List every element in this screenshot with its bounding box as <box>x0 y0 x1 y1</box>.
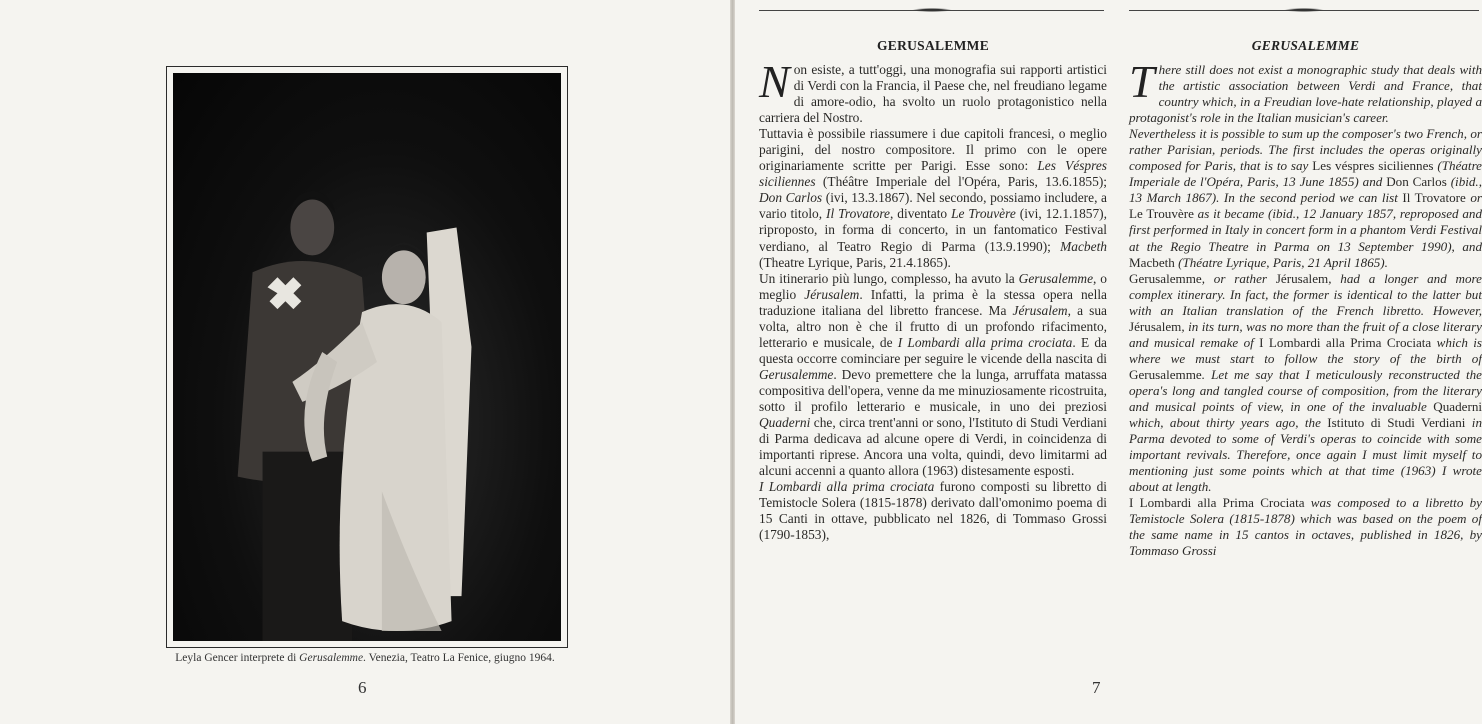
photo-caption: Leyla Gencer interprete di Gerusalemme. Venezia, Teatro La Fenice, giugno 1964. <box>175 652 555 664</box>
photo-frame <box>166 66 568 648</box>
italian-paragraph-3: Un itinerario più lungo, complesso, ha avuto la Gerusalemme, o meglio Jérusalem. Infatti, la prima è la stessa opera nella traduzione italiana del libretto francese. Ma Jérusalem, a sua volta, altro non è che il frutto di un profondo rifacimento, letterario e musicale, de I Lombardi alla prima crociata. E da questa occorre cominciare per seguire le vicende della nascita di Gerusalemme. Devo premettere che la lunga, arruffata matassa compositiva dell'opera, venne da me minuziosamente ricostruita, sotto il profilo letterario e musicale, in uno dei preziosi Quaderni che, circa trent'anni or sono, l'Istituto di Studi Verdiani di Parma dedicava ad alcune opere di Verdi, in coincidenza di importanti riprese. Ancora una volta, quindi, devo limitarmi ad alcuni accenni a quanto allora (1963) distesamente esposti. <box>759 270 1108 479</box>
header-rule-english <box>1129 10 1479 11</box>
english-paragraph-2: Nevertheless it is possible to sum up the composer's two French, or rather Parisian, periods. The first includes the operas originally composed for Paris, that is to say Les véspres siciliennes (Théatre Imperiale de l'Opéra, Paris, 13 June 1855) and Don Carlos (ibid., 13 March 1867). In the second period we can list Il Trovatore or Le Trouvère as it became (ibid., 12 January 1857, reproposed and first performed in Italy in concert form in a phantom Verdi Festival at the Regio Theatre in Parma on 13 September 1990), and Macbeth (Théatre Lyrique, Paris, 21 April 1865). <box>1129 126 1482 270</box>
english-paragraph-4: I Lombardi alla Prima Crociata was composed to a libretto by Temistocle Solera (1815-1878) which was based on the poem of the same name in 15 cantos in octaves, published in 1826, by Tommaso Grossi <box>1129 495 1482 559</box>
english-dropcap: T <box>1129 56 1155 107</box>
italian-paragraph-4: I Lombardi alla prima crociata furono composti su libretto di Temistocle Solera (1815-1878) derivato dall'omonimo poema di 15 Canti in ottave, pubblicato nel 1826, di Tommaso Grossi (1790-1853), <box>759 479 1107 543</box>
stage-photo-illustration <box>173 73 561 641</box>
italian-paragraph-2: Tuttavia è possibile riassumere i due capitoli francesi, o meglio parigini, del nostro compositore. Il primo con le opere originariamente scritte per Parigi. Esse sono: Les Véspres siciliennes (Théâtre Imperiale del l'Opéra, Paris, 13.6.1855); Don Carlos (ivi, 13.3.1867). Nel secondo, possiamo includere, a vario titolo, Il Trovatore, diventato Le Trouvère (ivi, 12.1.1857), riproposto, in forma di concerto, in un fantomatico Festival verdiano, al Teatro Regio di Parma (13.9.1990); Macbeth (Theatre Lyrique, Paris, 21.4.1865). <box>759 126 1107 270</box>
italian-heading: GERUSALEMME <box>876 38 990 53</box>
english-heading: GERUSALEMME <box>1251 38 1360 53</box>
english-paragraph-1: There still does not exist a monographic study that deals with the artistic association between Verdi and France, that country which, in a Freudian love-hate relationship, played a protagonist's role in the Italian musician's career. <box>1129 56 1482 126</box>
page-number-right: 7 <box>1092 678 1101 697</box>
stage-photo <box>173 73 561 641</box>
italian-paragraph-1: Non esiste, a tutt'oggi, una monografia sui rapporti artistici di Verdi con la Francia, il Paese che, nel freudiano legame di amore-odio, ha svolto un ruolo protagonistico nella carriera del Nostro. <box>759 56 1107 126</box>
english-column <box>1129 38 1482 559</box>
english-paragraph-3: Gerusalemme, or rather Jérusalem, had a longer and more complex itinerary. In fact, the former is identical to the latter but with an Italian translation of the French libretto. However, Jérusalem, in its turn, was no more than the fruit of a close literary and musical remake of I Lombardi alla Prima Crociata which is where we must start to follow the story of the birth of Gerusalemme. Let me say that I meticulously reconstructed the opera's long and tangled course of composition, from the literary and musical points of view, in one of the invaluable Quaderni which, about thirty years ago, the Istituto di Studi Verdiani in Parma devoted to some of Verdi's operas to coincide with some important revivals. Therefore, once again I must limit myself to mentioning just some points which at that time (1963) I wrote about at length. <box>1129 270 1482 495</box>
left-page <box>0 0 730 724</box>
page-number-left: 6 <box>358 678 367 697</box>
header-rule-italian <box>759 10 1104 11</box>
italian-dropcap: N <box>759 56 790 107</box>
italian-column <box>759 38 1107 543</box>
